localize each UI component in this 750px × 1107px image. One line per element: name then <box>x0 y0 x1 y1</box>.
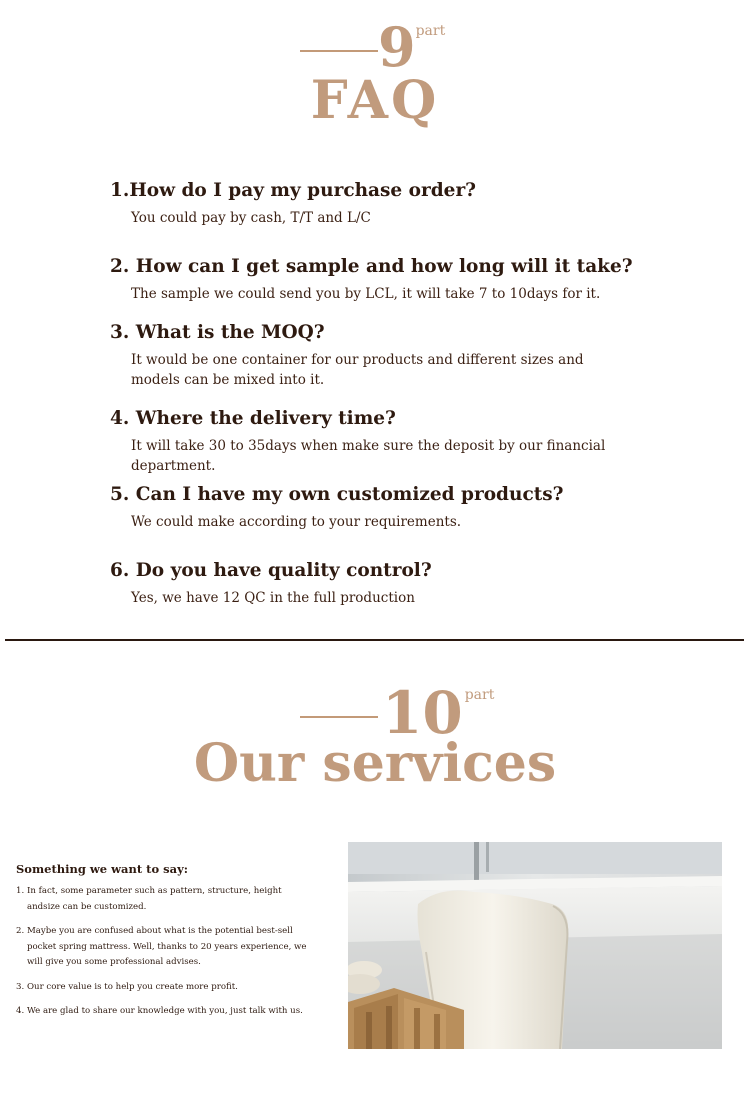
faq-answer-5: We could make according to your requirements. <box>131 514 462 530</box>
list-item-index: 4. <box>16 1006 25 1016</box>
list-item-text: Our core value is to help you create more profit. <box>27 981 238 992</box>
section-part-label: part <box>415 23 446 39</box>
list-item-index: 2. <box>16 926 25 936</box>
list-item <box>16 924 316 971</box>
section-divider <box>5 639 744 641</box>
list-item-index: 3. <box>16 981 25 992</box>
list-item-text: In fact, some parameter such as pattern, structure, height andsize can be customized. <box>27 886 282 912</box>
services-list <box>16 884 316 1029</box>
list-item <box>16 980 316 996</box>
faq-answer-6: Yes, we have 12 QC in the full production <box>131 590 415 606</box>
list-item <box>16 1004 316 1020</box>
services-heading: Something we want to say: <box>16 862 188 876</box>
bathroom-illustration <box>348 842 722 1049</box>
section-number-row <box>300 15 446 79</box>
faq-answer-4: It will take 30 to 35days when make sure the deposit by our financial department. <box>131 438 606 474</box>
faq-question-4: 4. Where the delivery time? <box>110 408 396 429</box>
section-number: 9 <box>378 15 416 79</box>
faq-answer-2: The sample we could send you by LCL, it will take 7 to 10days for it. <box>131 286 601 302</box>
list-item-text: Maybe you are confused about what is the potential best-sell pocket spring mattress. Well, thanks to 20 years experience, we will give you some professional advises. <box>27 926 307 967</box>
faq-question-3: 3. What is the MOQ? <box>110 322 325 343</box>
faq-question-6: 6. Do you have quality control? <box>110 560 432 581</box>
services-title: Our services <box>193 733 557 794</box>
faq-answer-3: It would be one container for our products and different sizes and models can be mixed into it. <box>131 352 584 388</box>
faq-title: FAQ <box>310 70 440 131</box>
section-number: 10 <box>382 679 463 747</box>
list-item-index: 1. <box>16 886 25 896</box>
faq-question-1: 1.How do I pay my purchase order? <box>110 180 477 201</box>
faq-question-5: 5. Can I have my own customized products? <box>110 484 564 505</box>
section-part-label: part <box>464 687 495 703</box>
faq-answer-1: You could pay by cash, T/T and L/C <box>131 210 371 226</box>
list-item-text: We are glad to share our knowledge with you, just talk with us. <box>27 1006 303 1016</box>
bathroom-photo <box>348 842 722 1049</box>
list-item <box>16 884 316 915</box>
section-number-line <box>300 716 378 718</box>
section-number-line <box>300 50 378 52</box>
faq-question-2: 2. How can I get sample and how long will it take? <box>110 256 633 277</box>
